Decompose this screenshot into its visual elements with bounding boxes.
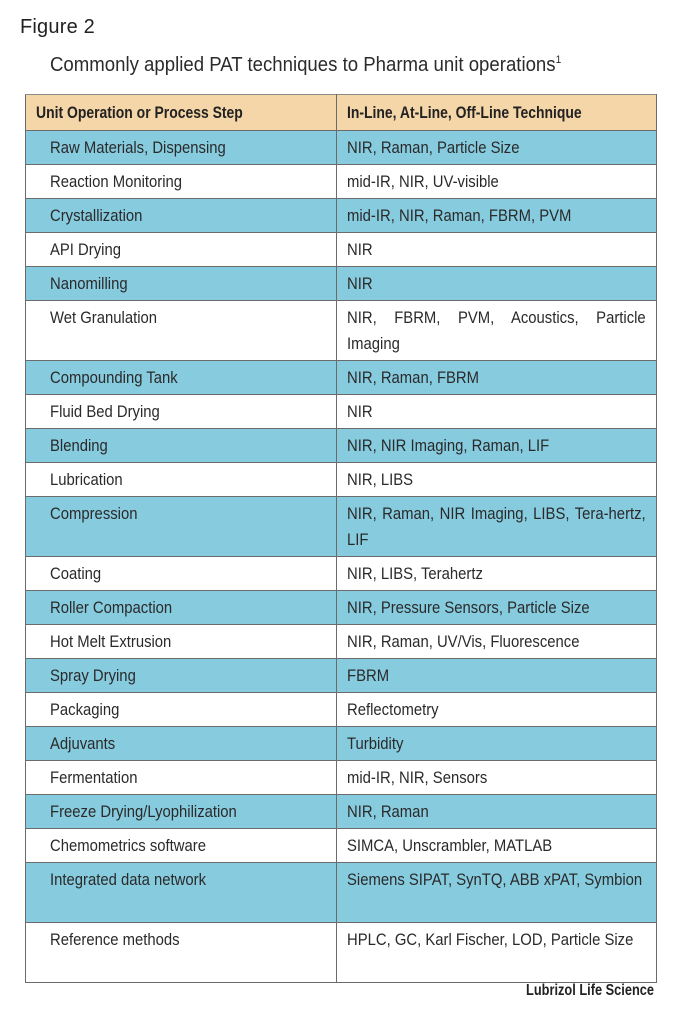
- technique-cell: NIR, NIR Imaging, Raman, LIF: [337, 429, 657, 463]
- operation-cell: Coating: [26, 557, 337, 591]
- figure-title-text: Commonly applied PAT techniques to Pharma unit operations: [50, 54, 556, 76]
- table-row: [26, 829, 657, 863]
- operation-cell: Wet Granulation: [26, 301, 337, 361]
- table-row: [26, 131, 657, 165]
- operation-cell: Integrated data network: [26, 863, 337, 923]
- operation-cell: Reference methods: [26, 923, 337, 983]
- figure-title: [50, 54, 561, 77]
- operation-cell: Compounding Tank: [26, 361, 337, 395]
- operation-cell: Raw Materials, Dispensing: [26, 131, 337, 165]
- operation-cell: Packaging: [26, 693, 337, 727]
- technique-cell: Siemens SIPAT, SynTQ, ABB xPAT, Symbion: [337, 863, 657, 923]
- table-row: [26, 301, 657, 361]
- technique-cell: Turbidity: [337, 727, 657, 761]
- operation-cell: Adjuvants: [26, 727, 337, 761]
- technique-cell: Reflectometry: [337, 693, 657, 727]
- technique-cell: HPLC, GC, Karl Fischer, LOD, Particle Size: [337, 923, 657, 983]
- table-row: [26, 659, 657, 693]
- operation-cell: Compression: [26, 497, 337, 557]
- technique-cell: NIR: [337, 233, 657, 267]
- technique-cell: NIR, LIBS, Terahertz: [337, 557, 657, 591]
- operation-cell: Lubrication: [26, 463, 337, 497]
- technique-cell: NIR, Raman, FBRM: [337, 361, 657, 395]
- table-row: [26, 591, 657, 625]
- technique-cell: NIR, Raman: [337, 795, 657, 829]
- table-row: [26, 923, 657, 983]
- technique-cell: FBRM: [337, 659, 657, 693]
- table-row: [26, 761, 657, 795]
- figure-label: Figure 2: [20, 16, 95, 38]
- operation-cell: Spray Drying: [26, 659, 337, 693]
- table-row: [26, 233, 657, 267]
- technique-cell: NIR: [337, 395, 657, 429]
- technique-cell: NIR, Raman, UV/Vis, Fluorescence: [337, 625, 657, 659]
- operation-cell: API Drying: [26, 233, 337, 267]
- technique-cell: mid-IR, NIR, UV-visible: [337, 165, 657, 199]
- table-row: [26, 165, 657, 199]
- operation-cell: Hot Melt Extrusion: [26, 625, 337, 659]
- operation-cell: Blending: [26, 429, 337, 463]
- technique-cell: NIR, FBRM, PVM, Acoustics, Particle Imaging: [337, 301, 657, 361]
- source-credit: Lubrizol Life Science: [525, 982, 654, 999]
- technique-cell: SIMCA, Unscrambler, MATLAB: [337, 829, 657, 863]
- operation-cell: Fluid Bed Drying: [26, 395, 337, 429]
- technique-cell: NIR, Pressure Sensors, Particle Size: [337, 591, 657, 625]
- table-row: [26, 395, 657, 429]
- operation-cell: Fermentation: [26, 761, 337, 795]
- operation-cell: Nanomilling: [26, 267, 337, 301]
- table-row: [26, 727, 657, 761]
- table-row: [26, 497, 657, 557]
- technique-cell: mid-IR, NIR, Raman, FBRM, PVM: [337, 199, 657, 233]
- table-row: [26, 199, 657, 233]
- technique-cell: NIR: [337, 267, 657, 301]
- footnote-ref: 1: [555, 54, 562, 66]
- technique-cell: NIR, LIBS: [337, 463, 657, 497]
- technique-cell: mid-IR, NIR, Sensors: [337, 761, 657, 795]
- operation-cell: Crystallization: [26, 199, 337, 233]
- operation-cell: Reaction Monitoring: [26, 165, 337, 199]
- table-row: [26, 267, 657, 301]
- table-header-row: [26, 95, 657, 131]
- operation-cell: Chemometrics software: [26, 829, 337, 863]
- table-row: [26, 795, 657, 829]
- column-header-operation: Unit Operation or Process Step: [26, 95, 337, 131]
- table-row: [26, 557, 657, 591]
- table-row: [26, 693, 657, 727]
- technique-cell: NIR, Raman, NIR Imaging, LIBS, Tera-hertz, LIF: [337, 497, 657, 557]
- table-row: [26, 429, 657, 463]
- technique-cell: NIR, Raman, Particle Size: [337, 131, 657, 165]
- column-header-technique: In-Line, At-Line, Off-Line Technique: [337, 95, 657, 131]
- table-row: [26, 361, 657, 395]
- pat-techniques-table: [25, 94, 657, 983]
- table-row: [26, 863, 657, 923]
- operation-cell: Roller Compaction: [26, 591, 337, 625]
- table-row: [26, 625, 657, 659]
- operation-cell: Freeze Drying/Lyophilization: [26, 795, 337, 829]
- table-row: [26, 463, 657, 497]
